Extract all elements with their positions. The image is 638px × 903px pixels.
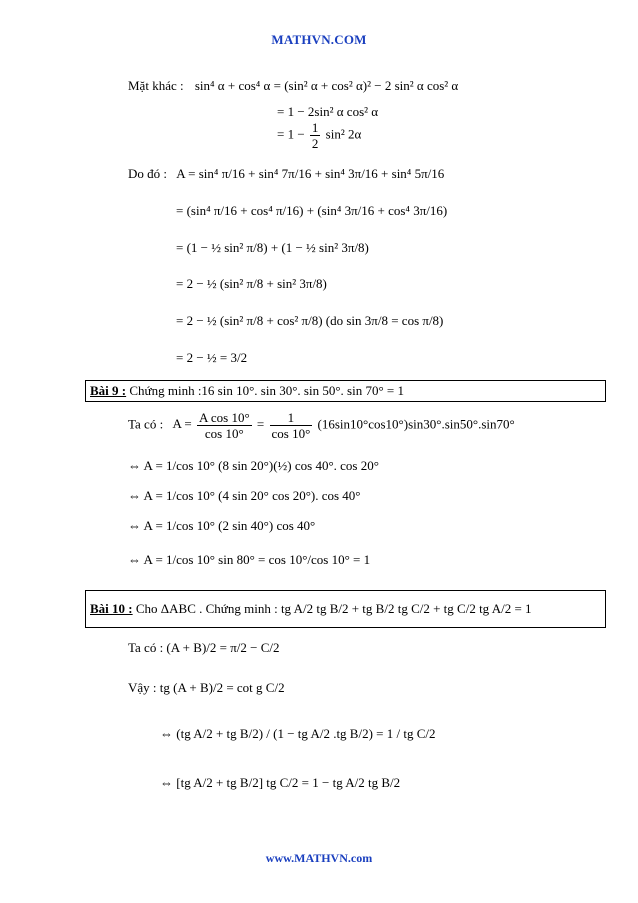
- intro-formula-1: sin⁴ α + cos⁴ α = (sin² α + cos² α)² − 2 sin² α cos² α: [194, 78, 459, 93]
- bai9-frac-2: $\frac{1}{\cos 10^\circ}$: [271, 410, 311, 441]
- bai9-a-eq: A =: [172, 416, 192, 432]
- dodo-line-2: = (sin⁴ π/16 + cos⁴ π/16) + (sin⁴ 3π/16 + cos⁴ 3π/16): [176, 203, 448, 218]
- bai9-line-5: ⇔ A = 1/cos 10° sin 80° = cos 10°/cos 10° = 1: [128, 552, 371, 567]
- intro-label: Mặt khác :: [128, 78, 184, 93]
- bai9-eq: =: [256, 416, 265, 432]
- dodo-line-3: = (1 − ½ sin² π/8) + (1 − ½ sin² 3π/8): [176, 240, 369, 255]
- bai9-tail: (16sin10°cos10°)sin30°.sin50°.sin70°: [317, 416, 515, 432]
- bai10-line-4: ⇔ [tg A/2 + tg B/2] tg C/2 = 1 − tg A/2 tg B/2: [160, 775, 401, 790]
- dodo-line-4: = 2 − ½ (sin² π/8 + sin² 3π/8): [176, 276, 327, 291]
- intro-line-3a: = 1 −: [277, 126, 305, 142]
- bai10-line-2: Vậy : tg (A + B)/2 = cot g C/2: [128, 680, 285, 695]
- bai9-line-3: ⇔ A = 1/cos 10° (4 sin 20° cos 20°). cos 40°: [128, 488, 361, 503]
- bai9-line-2: ⇔ A = 1/cos 10° (8 sin 20°)(½) cos 40°. cos 20°: [128, 458, 379, 473]
- page-footer: www.MATHVN.com: [265, 851, 373, 865]
- bai9-line-1: [128, 410, 515, 441]
- intro-line-3b: sin² 2α: [325, 126, 362, 142]
- intro-line-3: [277, 120, 361, 151]
- bai10-line-3: ⇔ (tg A/2 + tg B/2) / (1 − tg A/2 .tg B/2) = 1 / tg C/2: [160, 726, 436, 741]
- bai10-statement: Cho ΔABC . Chứng minh : tg A/2 tg B/2 + tg B/2 tg C/2 + tg C/2 tg A/2 = 1: [135, 601, 532, 616]
- fraction-half: $\frac{1}{2}$: [311, 120, 319, 151]
- page-header: MATHVN.COM: [271, 32, 367, 47]
- bai9-line-4: ⇔ A = 1/cos 10° (2 sin 40°) cos 40°: [128, 518, 316, 533]
- intro-line-1: [128, 78, 458, 94]
- bai10-label: Bài 10 :: [90, 601, 133, 616]
- dodo-formula-1: A = sin⁴ π/16 + sin⁴ 7π/16 + sin⁴ 3π/16 + sin⁴ 5π/16: [176, 166, 445, 181]
- dodo-line-6: = 2 − ½ = 3/2: [176, 350, 248, 365]
- bai9-label: Bài 9 :: [90, 383, 127, 398]
- bai10-line-1: Ta có : (A + B)/2 = π/2 − C/2: [128, 640, 280, 655]
- intro-line-2: = 1 − 2sin² α cos² α: [277, 104, 379, 119]
- dodo-line-5: = 2 − ½ (sin² π/8 + cos² π/8) (do sin 3π/8 = cos π/8): [176, 313, 444, 328]
- bai10-title: [90, 601, 532, 617]
- dodo-label: Do đó :: [128, 166, 167, 181]
- bai9-taco-label: Ta có :: [128, 416, 164, 432]
- bai9-title: [90, 383, 404, 399]
- bai9-statement: Chứng minh :16 sin 10°. sin 30°. sin 50°. sin 70° = 1: [129, 383, 404, 398]
- dodo-line-1: [128, 166, 444, 182]
- bai9-frac-1: $\frac{\text{A cos 10°}}{\cos 10^\circ}$: [198, 410, 250, 441]
